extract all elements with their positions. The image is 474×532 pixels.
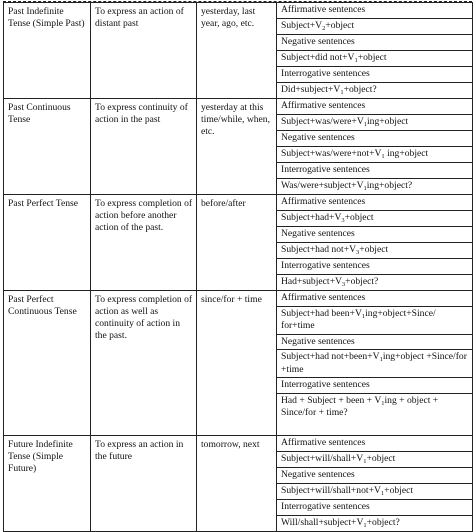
formula-suffix: +object <box>359 243 389 255</box>
formula-suffix: +object <box>357 51 387 63</box>
verb-form-subscript: 1 <box>379 356 383 363</box>
sentence-structure-cell <box>277 291 473 436</box>
verb-form-subscript: 1 <box>363 184 367 192</box>
verb-form-subscript: 1 <box>363 120 368 128</box>
time-indicators-cell <box>197 3 277 99</box>
verb-form-subscript: 3 <box>356 248 360 256</box>
table-row <box>4 436 473 532</box>
sentence-type-heading: Negative sentences <box>277 335 472 351</box>
formula-suffix: +object? <box>345 275 379 287</box>
sentence-formula <box>277 115 472 132</box>
formula-prefix: Subject+had+V <box>281 211 342 223</box>
tense-name-cell-text: Future Indefinite Tense (Simple Future) <box>8 439 73 474</box>
formula-suffix: +object <box>384 484 414 496</box>
tense-name-cell-text: Past Perfect Continuous Tense <box>8 294 77 317</box>
sentence-formula <box>277 51 472 68</box>
verb-form-subscript: 1 <box>381 152 385 160</box>
formula-suffix: ing+object <box>384 147 429 159</box>
verb-form-subscript: 3 <box>341 216 345 224</box>
tense-name-cell <box>4 436 91 532</box>
sentence-formula <box>277 179 472 195</box>
sentence-type-heading: Negative sentences <box>277 131 472 147</box>
formula-prefix: Was/were+subject+V <box>281 179 364 191</box>
sentence-formula <box>277 394 472 421</box>
verb-form-subscript: 1 <box>363 457 367 465</box>
tense-name-cell <box>4 195 91 291</box>
sentence-formula <box>277 516 472 532</box>
time-indicators-cell-text: since/for + time <box>201 294 262 305</box>
formula-prefix: Will/shall+subject+V <box>281 516 364 528</box>
sentence-type-heading: Interrogative sentences <box>277 500 472 516</box>
sentence-type-heading: Interrogative sentences <box>277 67 472 83</box>
verb-form-subscript: 1 <box>381 399 385 407</box>
formula-suffix: +object <box>366 452 396 464</box>
time-indicators-cell-text: tomorrow, next <box>201 439 260 450</box>
time-indicators-cell-text: yesterday at this time/while, when, etc. <box>201 102 271 137</box>
sentence-formula <box>277 211 472 228</box>
formula-suffix: ing + object + Since/for + time? <box>281 394 439 418</box>
formula-prefix: Subject+had not+V <box>281 243 357 255</box>
usage-cell <box>91 3 197 99</box>
formula-prefix: Had+subject+V <box>281 275 342 287</box>
formula-suffix: ing+object <box>367 115 409 127</box>
formula-suffix: ing+object+Since/ for+time <box>281 307 436 331</box>
time-indicators-cell-text: before/after <box>201 198 246 209</box>
formula-prefix: Subject+had been+V <box>281 307 362 319</box>
sentence-formula <box>277 350 472 378</box>
usage-cell-text: To express an action of distant past <box>95 6 184 29</box>
sentence-structure-cell <box>277 3 473 99</box>
formula-prefix: Subject+was/were+not+V <box>281 147 382 159</box>
sentence-type-heading: Affirmative sentences <box>277 195 472 211</box>
table-row <box>4 3 473 99</box>
verb-form-subscript: 1 <box>363 521 367 529</box>
sentence-type-heading: Negative sentences <box>277 227 472 243</box>
formula-suffix: +object? <box>366 516 400 528</box>
tense-table <box>3 2 473 532</box>
sentence-structure-cell <box>277 195 473 291</box>
usage-cell-text: To express continuity of action in the past <box>95 102 188 125</box>
sentence-structure-cell <box>277 99 473 195</box>
usage-cell <box>91 291 197 436</box>
sentence-type-heading: Affirmative sentences <box>277 99 472 115</box>
time-indicators-cell-text: yesterday, last year, ago, etc. <box>201 6 256 29</box>
formula-prefix: Subject+V <box>281 19 323 31</box>
sentence-type-heading: Interrogative sentences <box>277 163 472 179</box>
sentence-formula <box>277 19 472 36</box>
usage-cell-text: To express completion of action as well as continuity of action in the past. <box>95 294 193 341</box>
sentence-formula <box>277 452 472 469</box>
tense-name-cell-text: Past Indefinite Tense (Simple Past) <box>8 6 85 29</box>
usage-cell-text: To express an action in the future <box>95 439 184 462</box>
sentence-structure-cell <box>277 436 473 532</box>
formula-prefix: Subject+had not+been+V <box>281 351 380 362</box>
sentence-type-heading: Affirmative sentences <box>277 3 472 19</box>
formula-prefix: Subject+will/shall+V <box>281 452 364 464</box>
time-indicators-cell <box>197 291 277 436</box>
tense-name-cell <box>4 3 91 99</box>
table-row <box>4 99 473 195</box>
sentence-type-heading: Affirmative sentences <box>277 291 472 307</box>
sentence-formula <box>277 275 472 291</box>
formula-suffix: ing+object +Since/for +time <box>281 351 467 375</box>
time-indicators-cell <box>197 195 277 291</box>
usage-cell-text: To express completion of action before another action of the past. <box>95 198 193 233</box>
formula-prefix: Subject+was/were+V <box>281 115 364 127</box>
formula-suffix: +object <box>325 19 355 31</box>
sentence-formula <box>277 484 472 501</box>
sentence-formula <box>277 243 472 260</box>
formula-suffix: +object <box>344 211 374 223</box>
formula-suffix: ing+object? <box>366 179 413 191</box>
verb-form-subscript: 2 <box>322 24 326 32</box>
sentence-formula <box>277 307 472 335</box>
sentence-type-heading: Negative sentences <box>277 35 472 51</box>
tense-name-cell <box>4 291 91 436</box>
table-row <box>4 195 473 291</box>
formula-prefix: Subject+did not+V <box>281 51 355 63</box>
sentence-type-heading: Affirmative sentences <box>277 436 472 452</box>
verb-form-subscript: 1 <box>340 88 344 96</box>
verb-form-subscript: 3 <box>341 280 346 288</box>
tense-name-cell-text: Past Continuous Tense <box>8 102 71 125</box>
sentence-formula <box>277 147 472 164</box>
tense-name-cell-text: Past Perfect Tense <box>8 198 79 209</box>
usage-cell <box>91 99 197 195</box>
verb-form-subscript: 1 <box>361 312 366 320</box>
time-indicators-cell <box>197 99 277 195</box>
usage-cell <box>91 195 197 291</box>
formula-prefix: Had + Subject + been + V <box>281 394 382 406</box>
verb-form-subscript: 1 <box>380 489 385 497</box>
formula-suffix: +object? <box>343 83 377 95</box>
sentence-type-heading: Interrogative sentences <box>277 259 472 275</box>
tense-name-cell <box>4 99 91 195</box>
formula-prefix: Subject+will/shall+not+V <box>281 484 381 496</box>
sentence-formula <box>277 83 472 99</box>
sentence-type-heading: Interrogative sentences <box>277 378 472 394</box>
verb-form-subscript: 1 <box>354 56 358 64</box>
table-row <box>4 291 473 436</box>
formula-prefix: Did+subject+V <box>281 83 341 95</box>
table-body <box>4 3 473 532</box>
time-indicators-cell <box>197 436 277 532</box>
sentence-type-heading: Negative sentences <box>277 468 472 484</box>
usage-cell <box>91 436 197 532</box>
